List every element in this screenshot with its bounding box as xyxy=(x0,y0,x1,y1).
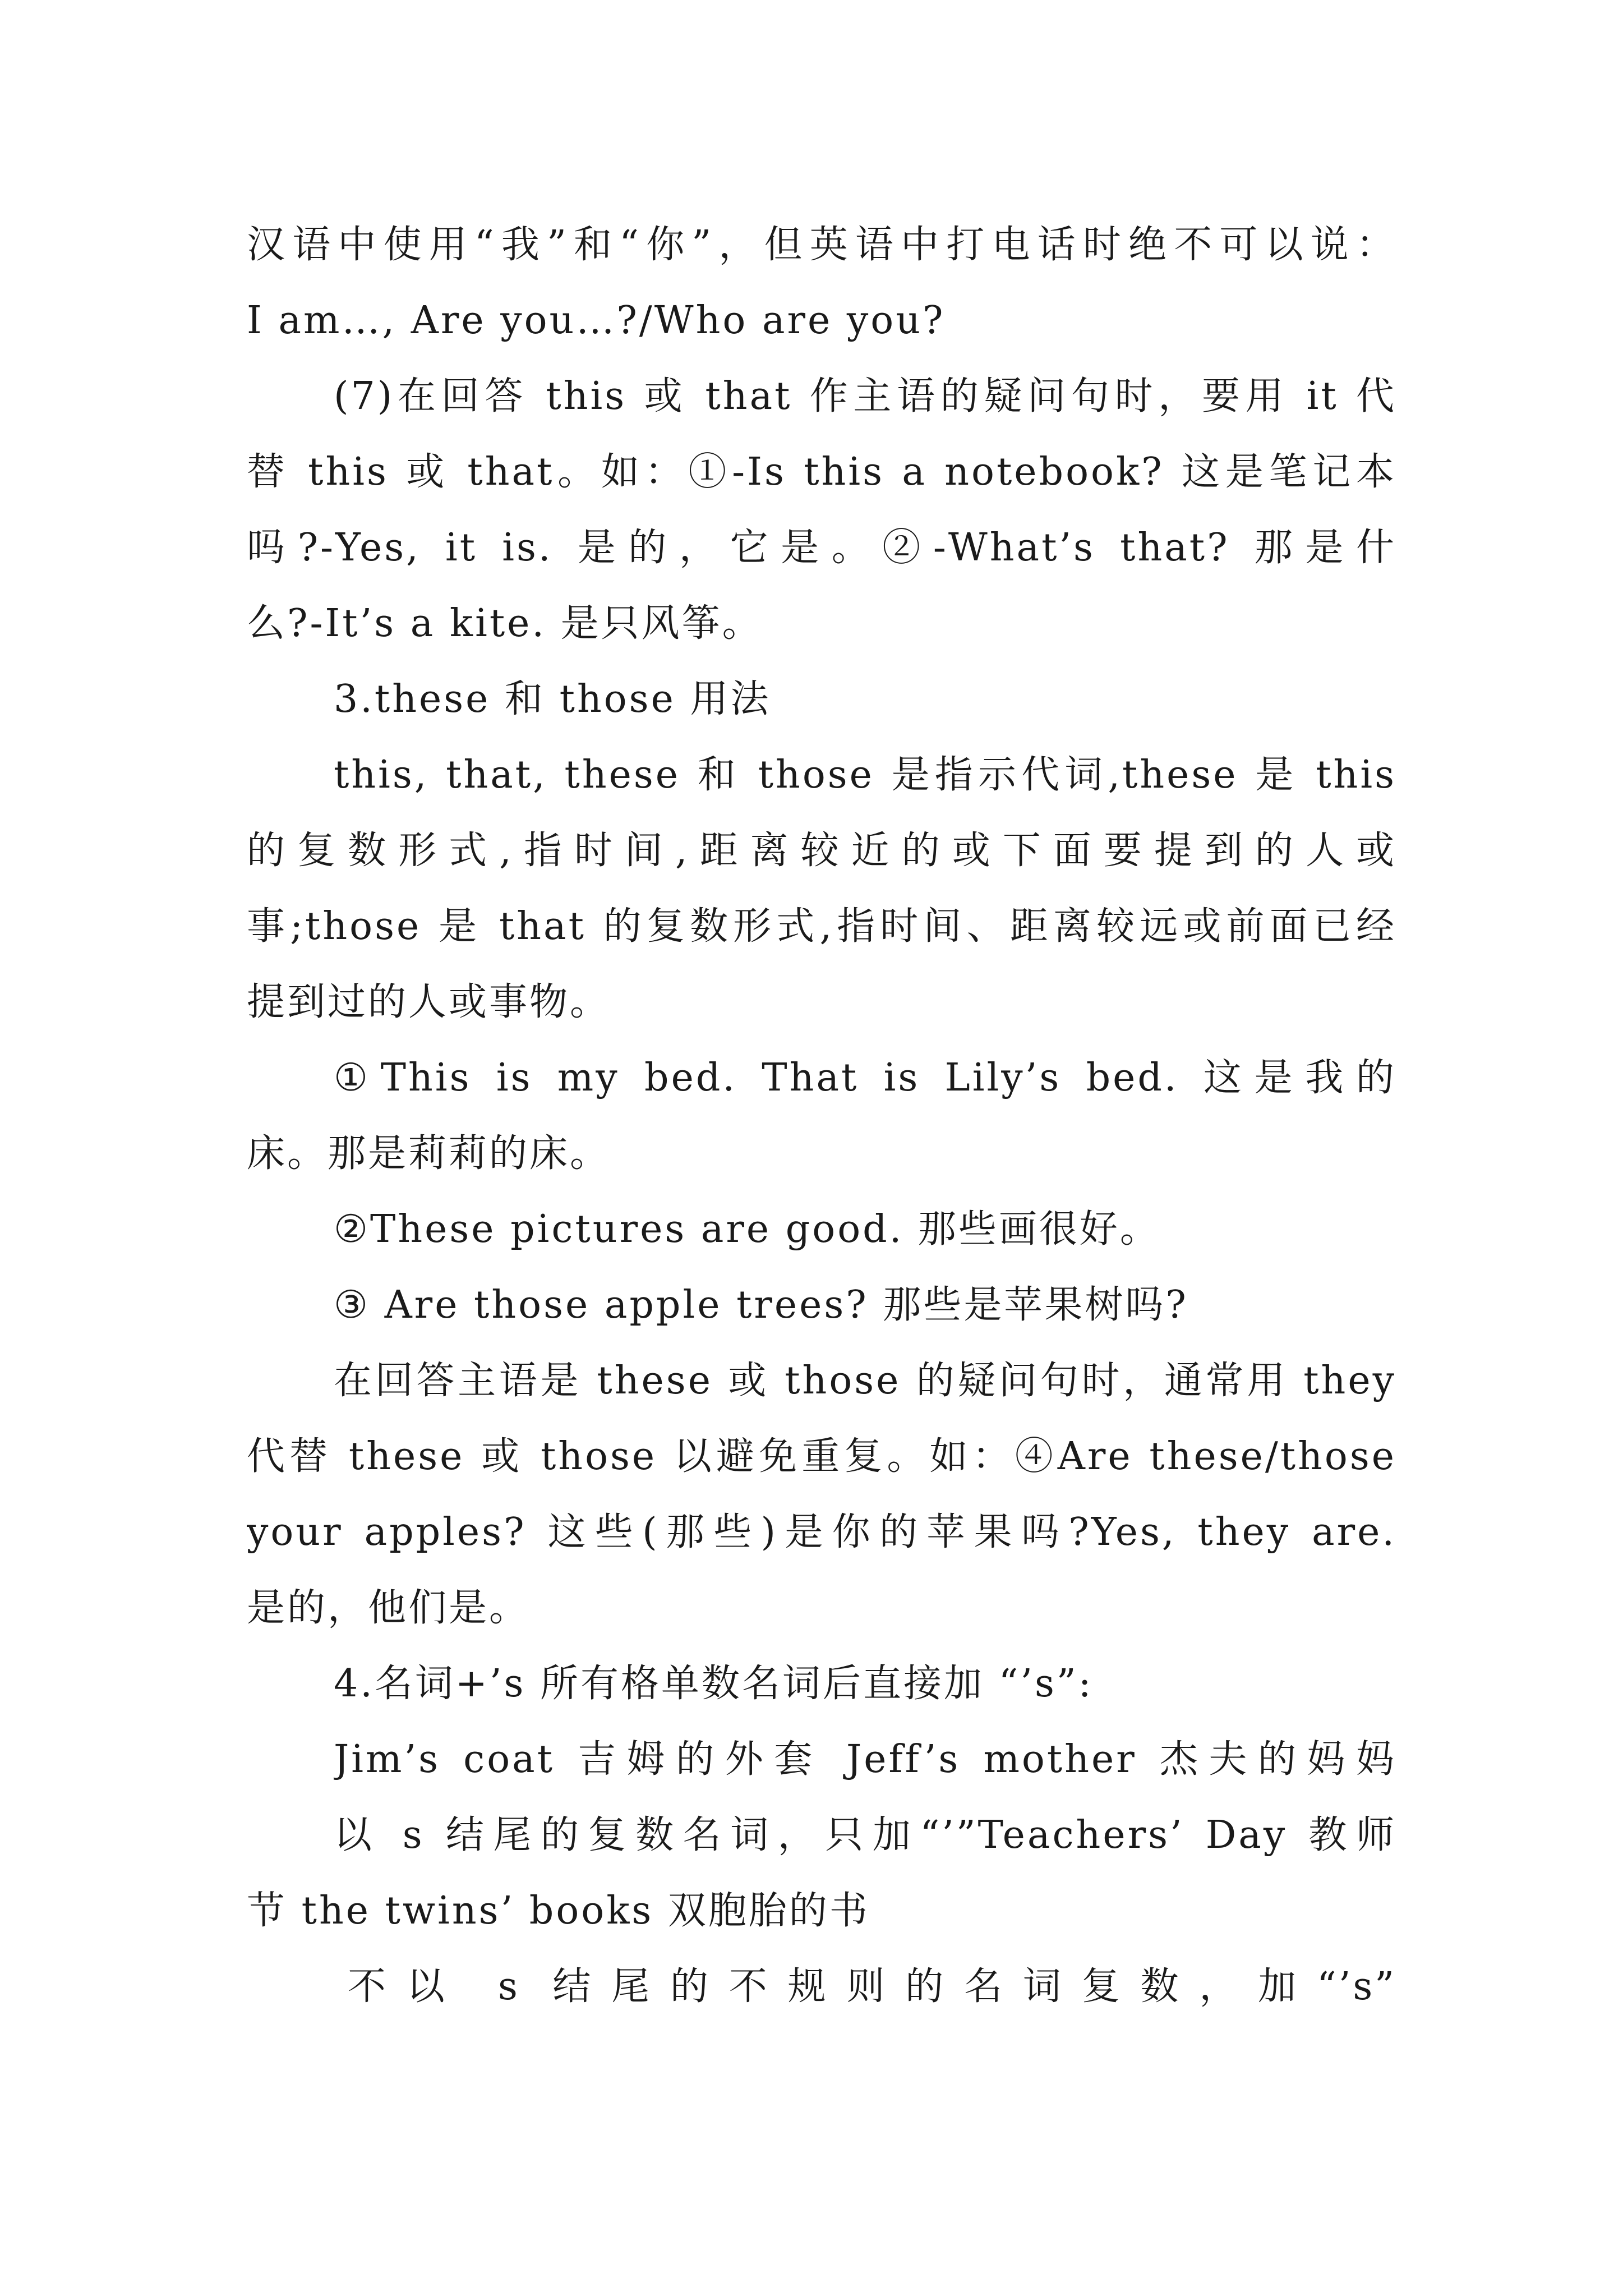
text-line-21: Jim’s coat 吉姆的外套 Jeff’s mother 杰夫的妈妈 xyxy=(334,1737,1396,1782)
text-line-6: 么?-It’s a kite. 是只风筝。 xyxy=(247,601,763,646)
text-line-8: this, that, these 和 those 是指示代词,these 是 this xyxy=(334,753,1396,797)
text-line-2: I am…, Are you…?/Who are you? xyxy=(247,298,946,343)
text-line-4: 替 this 或 that。如：①-Is this a notebook? 这是笔记本 xyxy=(247,450,1396,494)
text-line-19: 是的，他们是。 xyxy=(247,1586,530,1630)
text-line-9: 的复数形式,指时间,距离较近的或下面要提到的人或 xyxy=(247,829,1396,873)
text-line-23: 节 the twins’ books 双胞胎的书 xyxy=(247,1889,870,1933)
text-line-22: 以 s 结尾的复数名词，只加“’”Teachers’ Day 教师 xyxy=(334,1813,1396,1857)
section-heading-4: 4.名词+’s 所有格单数名词后直接加 “’s”: xyxy=(334,1662,1094,1706)
text-line-5: 吗?-Yes, it is. 是的，它是。②-What’s that? 那是什 xyxy=(247,526,1396,570)
example-line-1: ①This is my bed. That is Lily’s bed. 这是我的 xyxy=(334,1056,1396,1100)
text-line-18: your apples? 这些(那些)是你的苹果吗?Yes, they are. xyxy=(247,1510,1396,1554)
text-line-24: 不以 s 结尾的不规则的名词复数，加“’s” xyxy=(348,1964,1396,2009)
text-line-3: (7)在回答 this 或 that 作主语的疑问句时，要用 it 代 xyxy=(334,374,1396,418)
text-line-16: 在回答主语是 these 或 those 的疑问句时，通常用 they xyxy=(334,1359,1396,1403)
text-line-11: 提到过的人或事物。 xyxy=(247,980,611,1024)
example-line-2: ②These pictures are good. 那些画很好。 xyxy=(334,1207,1160,1251)
text-line-10: 事;those 是 that 的复数形式,指时间、距离较远或前面已经 xyxy=(247,904,1396,949)
example-line-3: ③ Are those apple trees? 那些是苹果树吗? xyxy=(334,1283,1188,1327)
section-heading-3: 3.these 和 those 用法 xyxy=(334,677,771,721)
text-line-13: 床。那是莉莉的床。 xyxy=(247,1131,611,1176)
text-line-17: 代替 these 或 those 以避免重复。如：④Are these/those xyxy=(247,1434,1396,1479)
text-line-1: 汉语中使用“我”和“你”，但英语中打电话时绝不可以说： xyxy=(247,223,1396,267)
